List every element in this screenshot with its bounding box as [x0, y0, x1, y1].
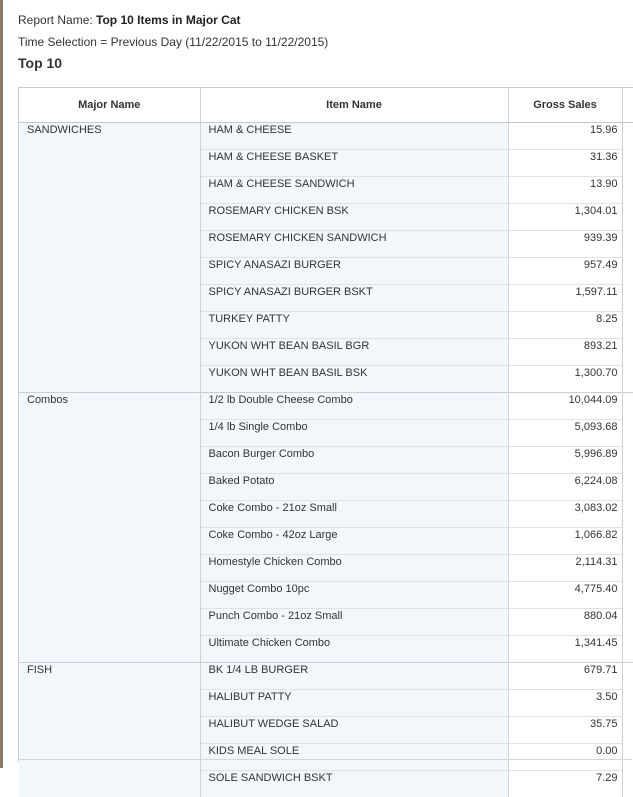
item-name-cell: YUKON WHT BEAN BASIL BSK [200, 366, 508, 393]
report-name-label: Report Name: [18, 13, 96, 27]
gross-sales-cell: 10,044.09 [508, 393, 622, 420]
row-spacer-cell [622, 663, 633, 690]
column-header-spacer [622, 88, 633, 123]
item-name-cell: Baked Potato [200, 474, 508, 501]
major-name-cell: SANDWICHES [19, 123, 200, 393]
row-spacer-cell [622, 339, 633, 366]
page-left-border [0, 0, 3, 768]
gross-sales-cell: 35.75 [508, 717, 622, 744]
row-spacer-cell [622, 636, 633, 663]
item-name-cell: Nugget Combo 10pc [200, 582, 508, 609]
item-name-cell: SPICY ANASAZI BURGER BSKT [200, 285, 508, 312]
gross-sales-cell: 893.21 [508, 339, 622, 366]
item-name-cell: TURKEY PATTY [200, 312, 508, 339]
gross-sales-cell: 3.50 [508, 690, 622, 717]
report-header [18, 11, 328, 55]
gross-sales-cell: 8.25 [508, 312, 622, 339]
item-name-cell: Homestyle Chicken Combo [200, 555, 508, 582]
item-name-cell: Coke Combo - 42oz Large [200, 528, 508, 555]
column-header-major-name[interactable]: Major Name [19, 88, 200, 123]
row-spacer-cell [622, 177, 633, 204]
row-spacer-cell [622, 258, 633, 285]
major-name-cell: Combos [19, 393, 200, 663]
row-spacer-cell [622, 690, 633, 717]
item-name-cell: HAM & CHEESE SANDWICH [200, 177, 508, 204]
gross-sales-cell: 5,996.89 [508, 447, 622, 474]
gross-sales-cell: 1,300.70 [508, 366, 622, 393]
item-name-cell: HAM & CHEESE [200, 123, 508, 150]
row-spacer-cell [622, 231, 633, 258]
table-body [19, 123, 633, 797]
gross-sales-cell: 1,341.45 [508, 636, 622, 663]
item-name-cell: Coke Combo - 21oz Small [200, 501, 508, 528]
item-name-cell: YUKON WHT BEAN BASIL BGR [200, 339, 508, 366]
report-table-container[interactable] [18, 87, 633, 761]
row-spacer-cell [622, 393, 633, 420]
row-spacer-cell [622, 501, 633, 528]
row-spacer-cell [622, 744, 633, 771]
gross-sales-cell: 880.04 [508, 609, 622, 636]
gross-sales-cell: 0.00 [508, 744, 622, 771]
report-name-value: Top 10 Items in Major Cat [96, 13, 240, 27]
gross-sales-cell: 5,093.68 [508, 420, 622, 447]
table-bottom-border [18, 759, 632, 760]
column-header-gross-sales[interactable]: Gross Sales [508, 88, 622, 123]
item-name-cell: ROSEMARY CHICKEN BSK [200, 204, 508, 231]
gross-sales-cell: 679.71 [508, 663, 622, 690]
item-name-cell: KIDS MEAL SOLE [200, 744, 508, 771]
item-name-cell: Ultimate Chicken Combo [200, 636, 508, 663]
section-title: Top 10 [18, 55, 62, 71]
item-name-cell: 1/2 lb Double Cheese Combo [200, 393, 508, 420]
major-name-cell: FISH [19, 663, 200, 797]
item-name-cell: ROSEMARY CHICKEN SANDWICH [200, 231, 508, 258]
gross-sales-cell: 3,083.02 [508, 501, 622, 528]
row-spacer-cell [622, 447, 633, 474]
item-name-cell: HALIBUT PATTY [200, 690, 508, 717]
gross-sales-cell: 31.36 [508, 150, 622, 177]
table-row [19, 393, 633, 420]
row-spacer-cell [622, 528, 633, 555]
item-name-cell: 1/4 lb Single Combo [200, 420, 508, 447]
gross-sales-cell: 1,066.82 [508, 528, 622, 555]
item-name-cell: HAM & CHEESE BASKET [200, 150, 508, 177]
row-spacer-cell [622, 717, 633, 744]
table-row [19, 123, 633, 150]
table-row [19, 663, 633, 690]
row-spacer-cell [622, 582, 633, 609]
row-spacer-cell [622, 609, 633, 636]
gross-sales-cell: 957.49 [508, 258, 622, 285]
item-name-cell: HALIBUT WEDGE SALAD [200, 717, 508, 744]
row-spacer-cell [622, 771, 633, 797]
row-spacer-cell [622, 555, 633, 582]
gross-sales-cell: 7.29 [508, 771, 622, 797]
gross-sales-cell: 1,304.01 [508, 204, 622, 231]
row-spacer-cell [622, 150, 633, 177]
row-spacer-cell [622, 285, 633, 312]
row-spacer-cell [622, 420, 633, 447]
row-spacer-cell [622, 474, 633, 501]
report-table [19, 88, 633, 797]
row-spacer-cell [622, 312, 633, 339]
gross-sales-cell: 13.90 [508, 177, 622, 204]
table-header-row [19, 88, 633, 123]
item-name-cell: Bacon Burger Combo [200, 447, 508, 474]
gross-sales-cell: 939.39 [508, 231, 622, 258]
item-name-cell: SPICY ANASAZI BURGER [200, 258, 508, 285]
item-name-cell: SOLE SANDWICH BSKT [200, 771, 508, 797]
row-spacer-cell [622, 204, 633, 231]
gross-sales-cell: 15.96 [508, 123, 622, 150]
gross-sales-cell: 1,597.11 [508, 285, 622, 312]
item-name-cell: Punch Combo - 21oz Small [200, 609, 508, 636]
gross-sales-cell: 4,775.40 [508, 582, 622, 609]
report-name-line [18, 11, 328, 33]
column-header-item-name[interactable]: Item Name [200, 88, 508, 123]
row-spacer-cell [622, 123, 633, 150]
item-name-cell: BK 1/4 LB BURGER [200, 663, 508, 690]
row-spacer-cell [622, 366, 633, 393]
gross-sales-cell: 2,114.31 [508, 555, 622, 582]
gross-sales-cell: 6,224.08 [508, 474, 622, 501]
time-selection: Time Selection = Previous Day (11/22/2015 to 11/22/2015) [18, 33, 328, 55]
